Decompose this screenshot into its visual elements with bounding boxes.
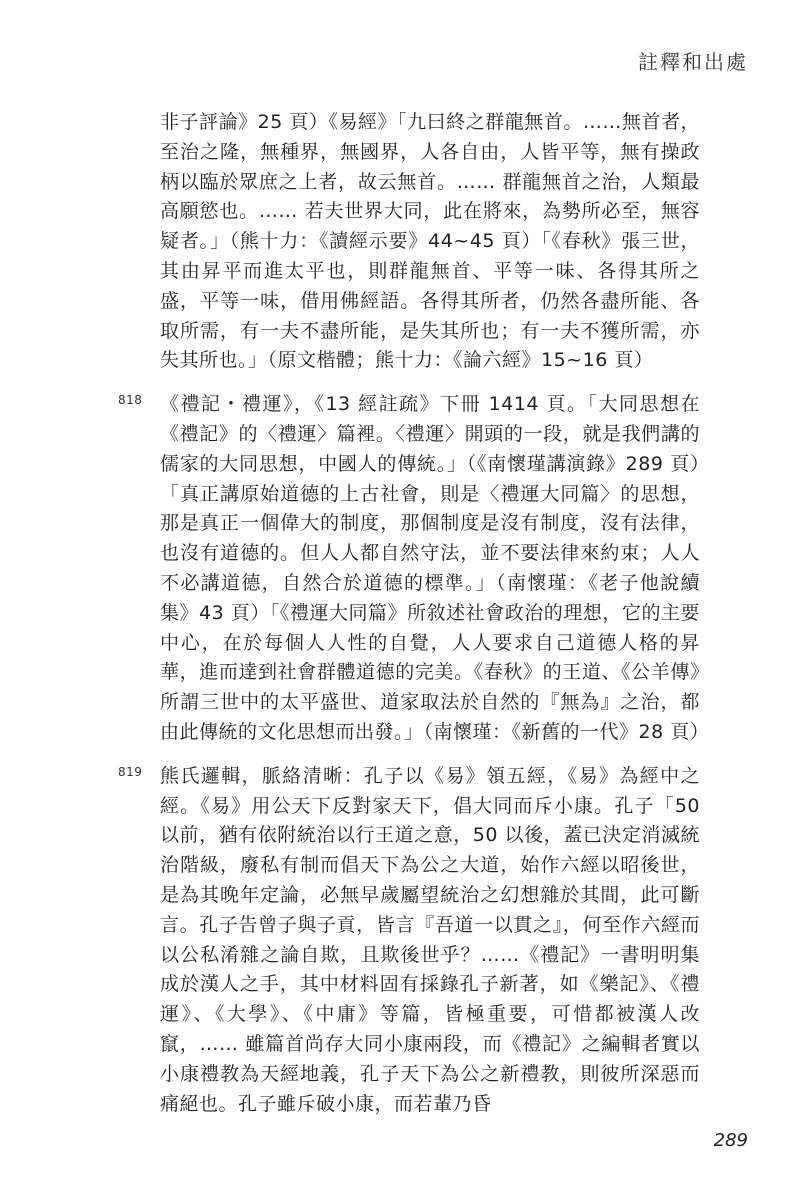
- footnote-text: 熊氏邏輯，脈絡清晰：孔子以《易》領五經，《易》為經中之經。《易》用公天下反對家天下，倡大同而斥小康。孔子「50 以前，猶有依附統治以行王道之意，50 以後，蓋已決定消滅統治階級，廢私有制而倡天下為公之大道，始作六經以昭後世，是為其晚年定論，必無早歲屬望統治之幻想雜於其間，此可斷言。孔子告曾子與子貢，皆言『吾道一以貫之』，何至作六經而以公私淆雜之論自欺，且欺後世乎？……《禮記》一書明明集成於漢人之手，其中材料固有採錄孔子新著，如《樂記》、《禮運》、《大學》、《中庸》等篇，皆極重要，可惜都被漢人改竄，…… 雖篇首尚存大同小康兩段，而《禮記》之編輯者實以小康禮教為天經地義，孔子天下為公之新禮教，則彼所深惡而痛絕也。孔子雖斥破小康，而若輩乃昏: [160, 764, 700, 1115]
- page-number: 289: [713, 1130, 748, 1151]
- continued-footnote: [160, 108, 700, 376]
- footnote-text-tail: 」（原文楷體；熊十力：《論六經》15~16 頁）: [248, 349, 654, 372]
- running-header: 註釋和出處: [638, 50, 748, 74]
- footnote-text: 非子評論》25 頁）《易經》「九曰終之群龍無首。……無首者，至治之隆，無種界，無國界，人各自由，人皆平等，無有操政柄以臨於眾庶之上者，故云無首。…… 群龍無首之治，人類最高願慾也。…… 若夫世界大同，此在將來，為勢所必至，無容疑者。」（熊十力：《讀經示要》44~45 頁）「《春秋》張三世，其由昇平而進太平也，則群龍無首、平等一味、各得其所之盛，: [160, 111, 700, 312]
- page-body: [118, 108, 710, 1119]
- footnote-818: [118, 390, 710, 748]
- footnote-text: 《禮記・禮運》，《13 經註疏》下冊 1414 頁。「大同思想在《禮記》的〈禮運〉篇裡。〈禮運〉開頭的一段，就是我們講的儒家的大同思想，中國人的傳統。」（《南懷瑾講演錄》289 頁）「真正講原始道德的上古社會，則是〈禮運大同篇〉的思想，那是真正一個偉大的制度，那個制度是沒有制度，沒有法律，也沒有道德的。但人人都自然守法，並不要法律來約束；人人不必講道德，自然合於道德的標準。」（南懷瑾：《老子他說續集》43 頁）「《禮運大同篇》所敘述社會政治的理想，它的主要中心，在於每個人人性的自覺，人人要求自己道德人格的昇華，進而達到社會群體道德的完美。《春秋》的王道、《公羊傳》所謂三世中的太平盛世、道家取法於自然的『無為』之治，都由此傳統的文化思想而出發。」（南懷瑾：《新舊的一代》28 頁）: [160, 393, 710, 743]
- footnote-number: 818: [118, 393, 143, 408]
- footnote-819: [118, 762, 700, 1120]
- footnote-number: 819: [118, 764, 143, 779]
- footnote-kai-text: 平等一味，借用佛經語。各得其所者，仍然各盡所能、各取所需，有一夫不盡所能，是失其所也；有一夫不獲所需，亦失其所也。: [160, 289, 700, 372]
